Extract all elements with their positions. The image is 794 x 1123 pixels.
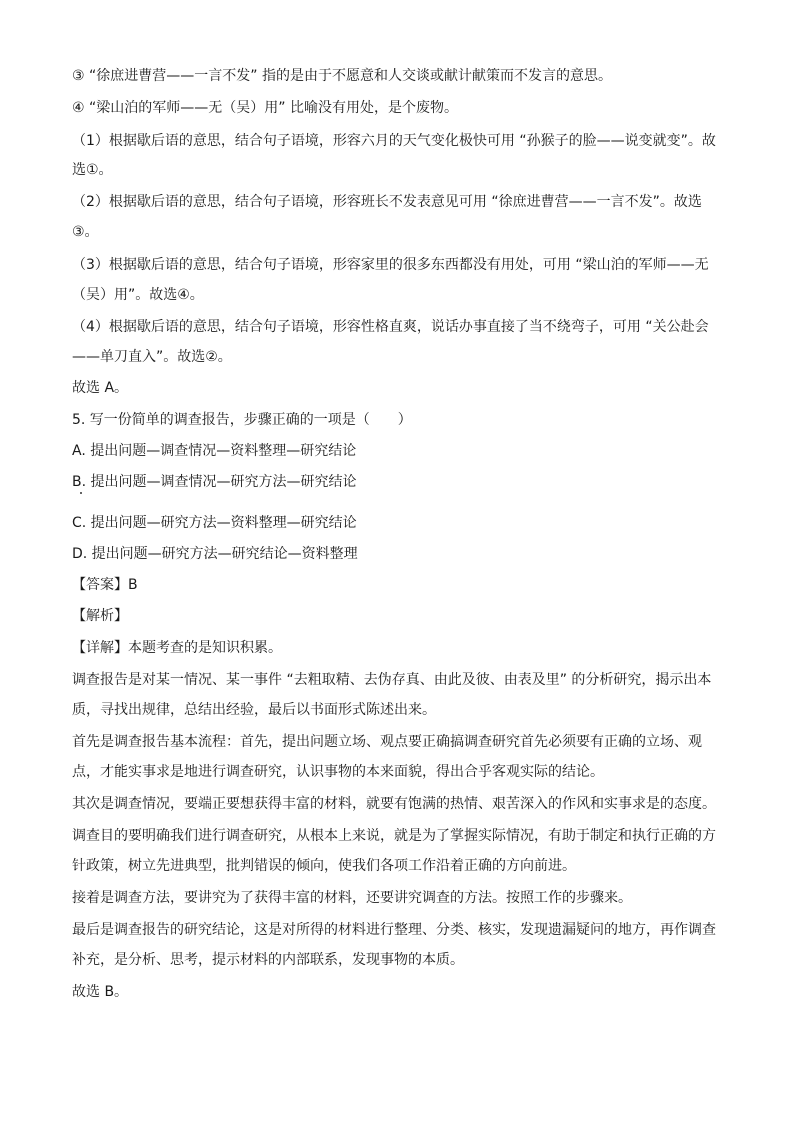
text-line: 故选 B。 bbox=[72, 984, 129, 1000]
answer-heading: 【答案】B bbox=[72, 577, 138, 593]
question-stem: 5. 写一份简单的调查报告，步骤正确的一项是（ ） bbox=[72, 412, 412, 428]
option-b: B. 提出问题—调查情况—研究方法—研究结论 bbox=[72, 474, 357, 490]
text-line: 首先是调查报告基本流程：首先，提出问题立场、观点要正确搞调查研究首先必须要有正确的立场、观 bbox=[72, 734, 702, 750]
text-line: （4）根据歇后语的意思，结合句子语境，形容性格直爽，说话办事直接了当不绕弯子，可用 “关公赴会 bbox=[72, 319, 709, 335]
text-line: （1）根据歇后语的意思，结合句子语境，形容六月的天气变化极快可用 “孙猴子的脸——说变就变”。故 bbox=[72, 133, 716, 149]
text-line: ——单刀直入”。故选②。 bbox=[72, 349, 232, 365]
text-line: 接着是调查方法，要讲究为了获得丰富的材料，还要讲究调查的方法。按照工作的步骤来。 bbox=[72, 890, 632, 906]
text-line: ③。 bbox=[72, 224, 99, 240]
detail-heading: 【详解】本题考查的是知识积累。 bbox=[72, 640, 282, 656]
text-line: 针政策，树立先进典型，批判错误的倾向，使我们各项工作沿着正确的方向前进。 bbox=[72, 858, 576, 874]
stray-dot bbox=[80, 492, 82, 494]
text-line: 调查报告是对某一情况、某一事件 “去粗取精、去伪存真、由此及彼、由表及里” 的分析研究，揭示出本 bbox=[72, 672, 712, 688]
text-line: （3）根据歇后语的意思，结合句子语境，形容家里的很多东西都没有用处，可用 “梁山泊的军师——无 bbox=[72, 257, 709, 273]
text-line: 质，寻找出规律，总结出经验，最后以书面形式陈述出来。 bbox=[72, 702, 436, 718]
text-line: ③ “徐庶进曹营——一言不发” 指的是由于不愿意和人交谈或献计献策而不发言的意思。 bbox=[72, 68, 612, 84]
text-line: 其次是调查情况，要端正要想获得丰富的材料，就要有饱满的热情、艰苦深入的作风和实事求是的态度。 bbox=[72, 796, 716, 812]
text-line: （吴）用”。故选④。 bbox=[72, 287, 204, 303]
text-line: 调查目的要明确我们进行调查研究，从根本上来说，就是为了掌握实际情况，有助于制定和执行正确的方 bbox=[72, 828, 716, 844]
text-line: 选①。 bbox=[72, 162, 113, 178]
text-line: 补充，是分析、思考，提示材料的内部联系，发现事物的本质。 bbox=[72, 952, 464, 968]
text-line: 最后是调查报告的研究结论，这是对所得的材料进行整理、分类、核实，发现遗漏疑问的地方，再作调查 bbox=[72, 922, 716, 938]
text-line: 故选 A。 bbox=[72, 380, 129, 396]
analysis-heading: 【解析】 bbox=[72, 608, 128, 624]
option-c: C. 提出问题—研究方法—资料整理—研究结论 bbox=[72, 515, 357, 531]
option-a: A. 提出问题—调查情况—资料整理—研究结论 bbox=[72, 443, 357, 459]
option-d: D. 提出问题—研究方法—研究结论—资料整理 bbox=[72, 546, 358, 562]
text-line: ④ “梁山泊的军师——无（吴）用” 比喻没有用处，是个废物。 bbox=[72, 100, 458, 116]
text-line: （2）根据歇后语的意思，结合句子语境，形容班长不发表意见可用 “徐庶进曹营——一言不发”。故选 bbox=[72, 194, 702, 210]
text-line: 点，才能实事求是地进行调查研究，认识事物的本来面貌，得出合乎客观实际的结论。 bbox=[72, 764, 604, 780]
